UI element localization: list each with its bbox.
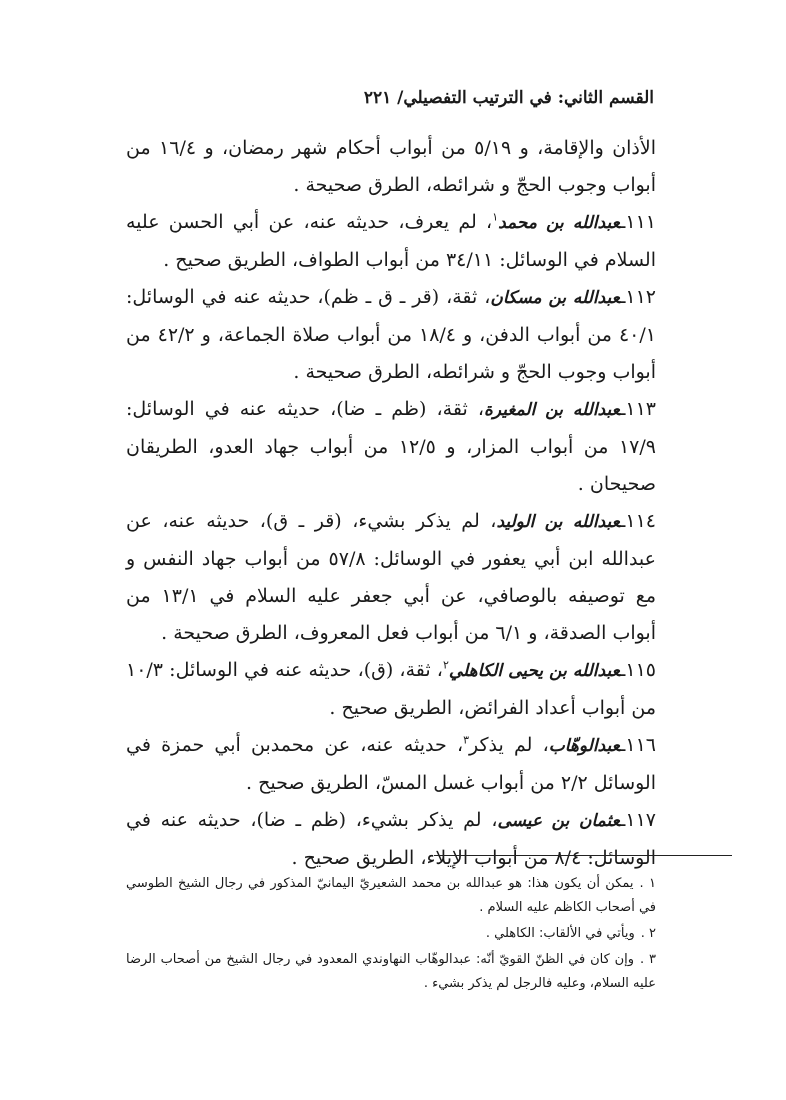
footnote-number: ١ . bbox=[639, 876, 656, 891]
entry-text-continued: ، حديثه عنه، عن محمدبن أبي حمزة في الوسائل ٢/٢ من أبواب غسل المسّ، الطريق صحيح . bbox=[126, 734, 656, 794]
footnote-3 bbox=[126, 948, 656, 996]
narrator-name: عثمان بن عيسى bbox=[497, 811, 620, 831]
footnote-ref[interactable]: ١ bbox=[492, 210, 499, 224]
entry-115 bbox=[126, 652, 656, 727]
footnote-2 bbox=[126, 922, 656, 946]
narrator-name: عبدالله بن الوليد bbox=[496, 512, 620, 532]
narrator-name: عبدالله بن مسكان bbox=[490, 288, 620, 308]
entry-117 bbox=[126, 802, 656, 877]
entry-text: ، لم يذكر بشيء، (ظم ـ ضا)، حديثه عنه في الوسائل: ٨/٤ من أبواب الإيلاء، الطريق صحيح . bbox=[126, 809, 656, 869]
entry-113 bbox=[126, 391, 656, 503]
entry-number: ١١٥ـ bbox=[619, 659, 656, 681]
footnote-text: ويأتي في الألقاب: الكاهلي . bbox=[485, 926, 635, 941]
footnote-1 bbox=[126, 872, 656, 920]
footnotes bbox=[126, 872, 656, 998]
running-header: القسم الثاني: في الترتيب التفصيلي/ ٢٢١ bbox=[363, 88, 654, 108]
narrator-name: عبدالله بن محمد bbox=[498, 213, 620, 233]
entry-number: ١١٤ـ bbox=[619, 510, 656, 532]
entry-text: ، ثقة، (ظم ـ ضا)، حديثه عنه في الوسائل: ١٧/٩ من أبواب المزار، و ١٢/٥ من أبواب جهاد العدو، الطريقان صحيحان . bbox=[126, 398, 656, 495]
entry-number: ١١٢ـ bbox=[619, 286, 657, 308]
entry-text: ، لم يذكر bbox=[469, 734, 549, 756]
entry-111 bbox=[126, 204, 656, 279]
footnote-number: ٣ . bbox=[640, 952, 656, 967]
narrator-name: عبدالله بن المغيرة bbox=[483, 400, 620, 420]
footnote-text: وإن كان في الظنّ القويّ أنّه: عبدالوهّاب النهاوندي المعدود في رجال الشيخ من أصحاب الرضا عليه السلام، وعليه فالرجل لم يذكر بشيء . bbox=[126, 952, 656, 991]
entry-text: ، لم يعرف، حديثه عنه، عن أبي الحسن عليه السلام في الوسائل: ٣٤/١١ من أبواب الطواف، الطريق صحيح . bbox=[126, 211, 656, 271]
main-text bbox=[126, 130, 656, 877]
narrator-name: عبدالله بن يحيى الكاهلي bbox=[448, 661, 620, 681]
entry-number: ١١١ـ bbox=[619, 211, 656, 233]
footnote-ref[interactable]: ٣ bbox=[463, 733, 469, 747]
footnote-text: يمكن أن يكون هذا: هو عبدالله بن محمد الشعيريّ اليمانيّ المذكور في رجال الشيخ الطوسي في أصحاب الكاظم عليه السلام . bbox=[126, 876, 656, 915]
entry-116 bbox=[126, 727, 656, 802]
entry-number: ١١٧ـ bbox=[619, 809, 656, 831]
entry-number: ١١٦ـ bbox=[619, 734, 656, 756]
footnote-ref[interactable]: ٢ bbox=[442, 658, 449, 672]
narrator-name: عبدالوهّاب bbox=[548, 736, 620, 756]
entry-text: ، ثقة، (ق)، حديثه عنه في الوسائل: ١٠/٣ من أبواب أعداد الفرائض، الطريق صحيح . bbox=[126, 659, 656, 719]
entry-text: ، لم يذكر بشيء، (قر ـ ق)، حديثه عنه، عن عبدالله ابن أبي يعفور في الوسائل: ٥٧/٨ من أبواب جهاد النفس و مع توصيفه بالوصافي، عن أبي جعفر عليه السلام في ١٣/١ من أبواب الصدقة، و ٦/١ من أبواب فعل المعروف، الطرق صحيحة . bbox=[126, 510, 656, 644]
continuation-paragraph: الأذان والإقامة، و ٥/١٩ من أبواب أحكام شهر رمضان، و ١٦/٤ من أبواب وجوب الحجّ و شرائطه، الطرق صحيحة . bbox=[126, 137, 656, 196]
entry-112 bbox=[126, 279, 656, 391]
footnote-separator bbox=[434, 855, 732, 856]
entry-number: ١١٣ـ bbox=[619, 398, 657, 420]
footnote-number: ٢ . bbox=[640, 926, 656, 941]
entry-114 bbox=[126, 503, 656, 652]
entry-text: ، ثقة، (قر ـ ق ـ ظم)، حديثه عنه في الوسائل: ٤٠/١ من أبواب الدفن، و ١٨/٤ من أبواب صلاة الجماعة، و ٤٢/٢ من أبواب وجوب الحجّ و شرائطه، الطرق صحيحة . bbox=[126, 286, 656, 383]
